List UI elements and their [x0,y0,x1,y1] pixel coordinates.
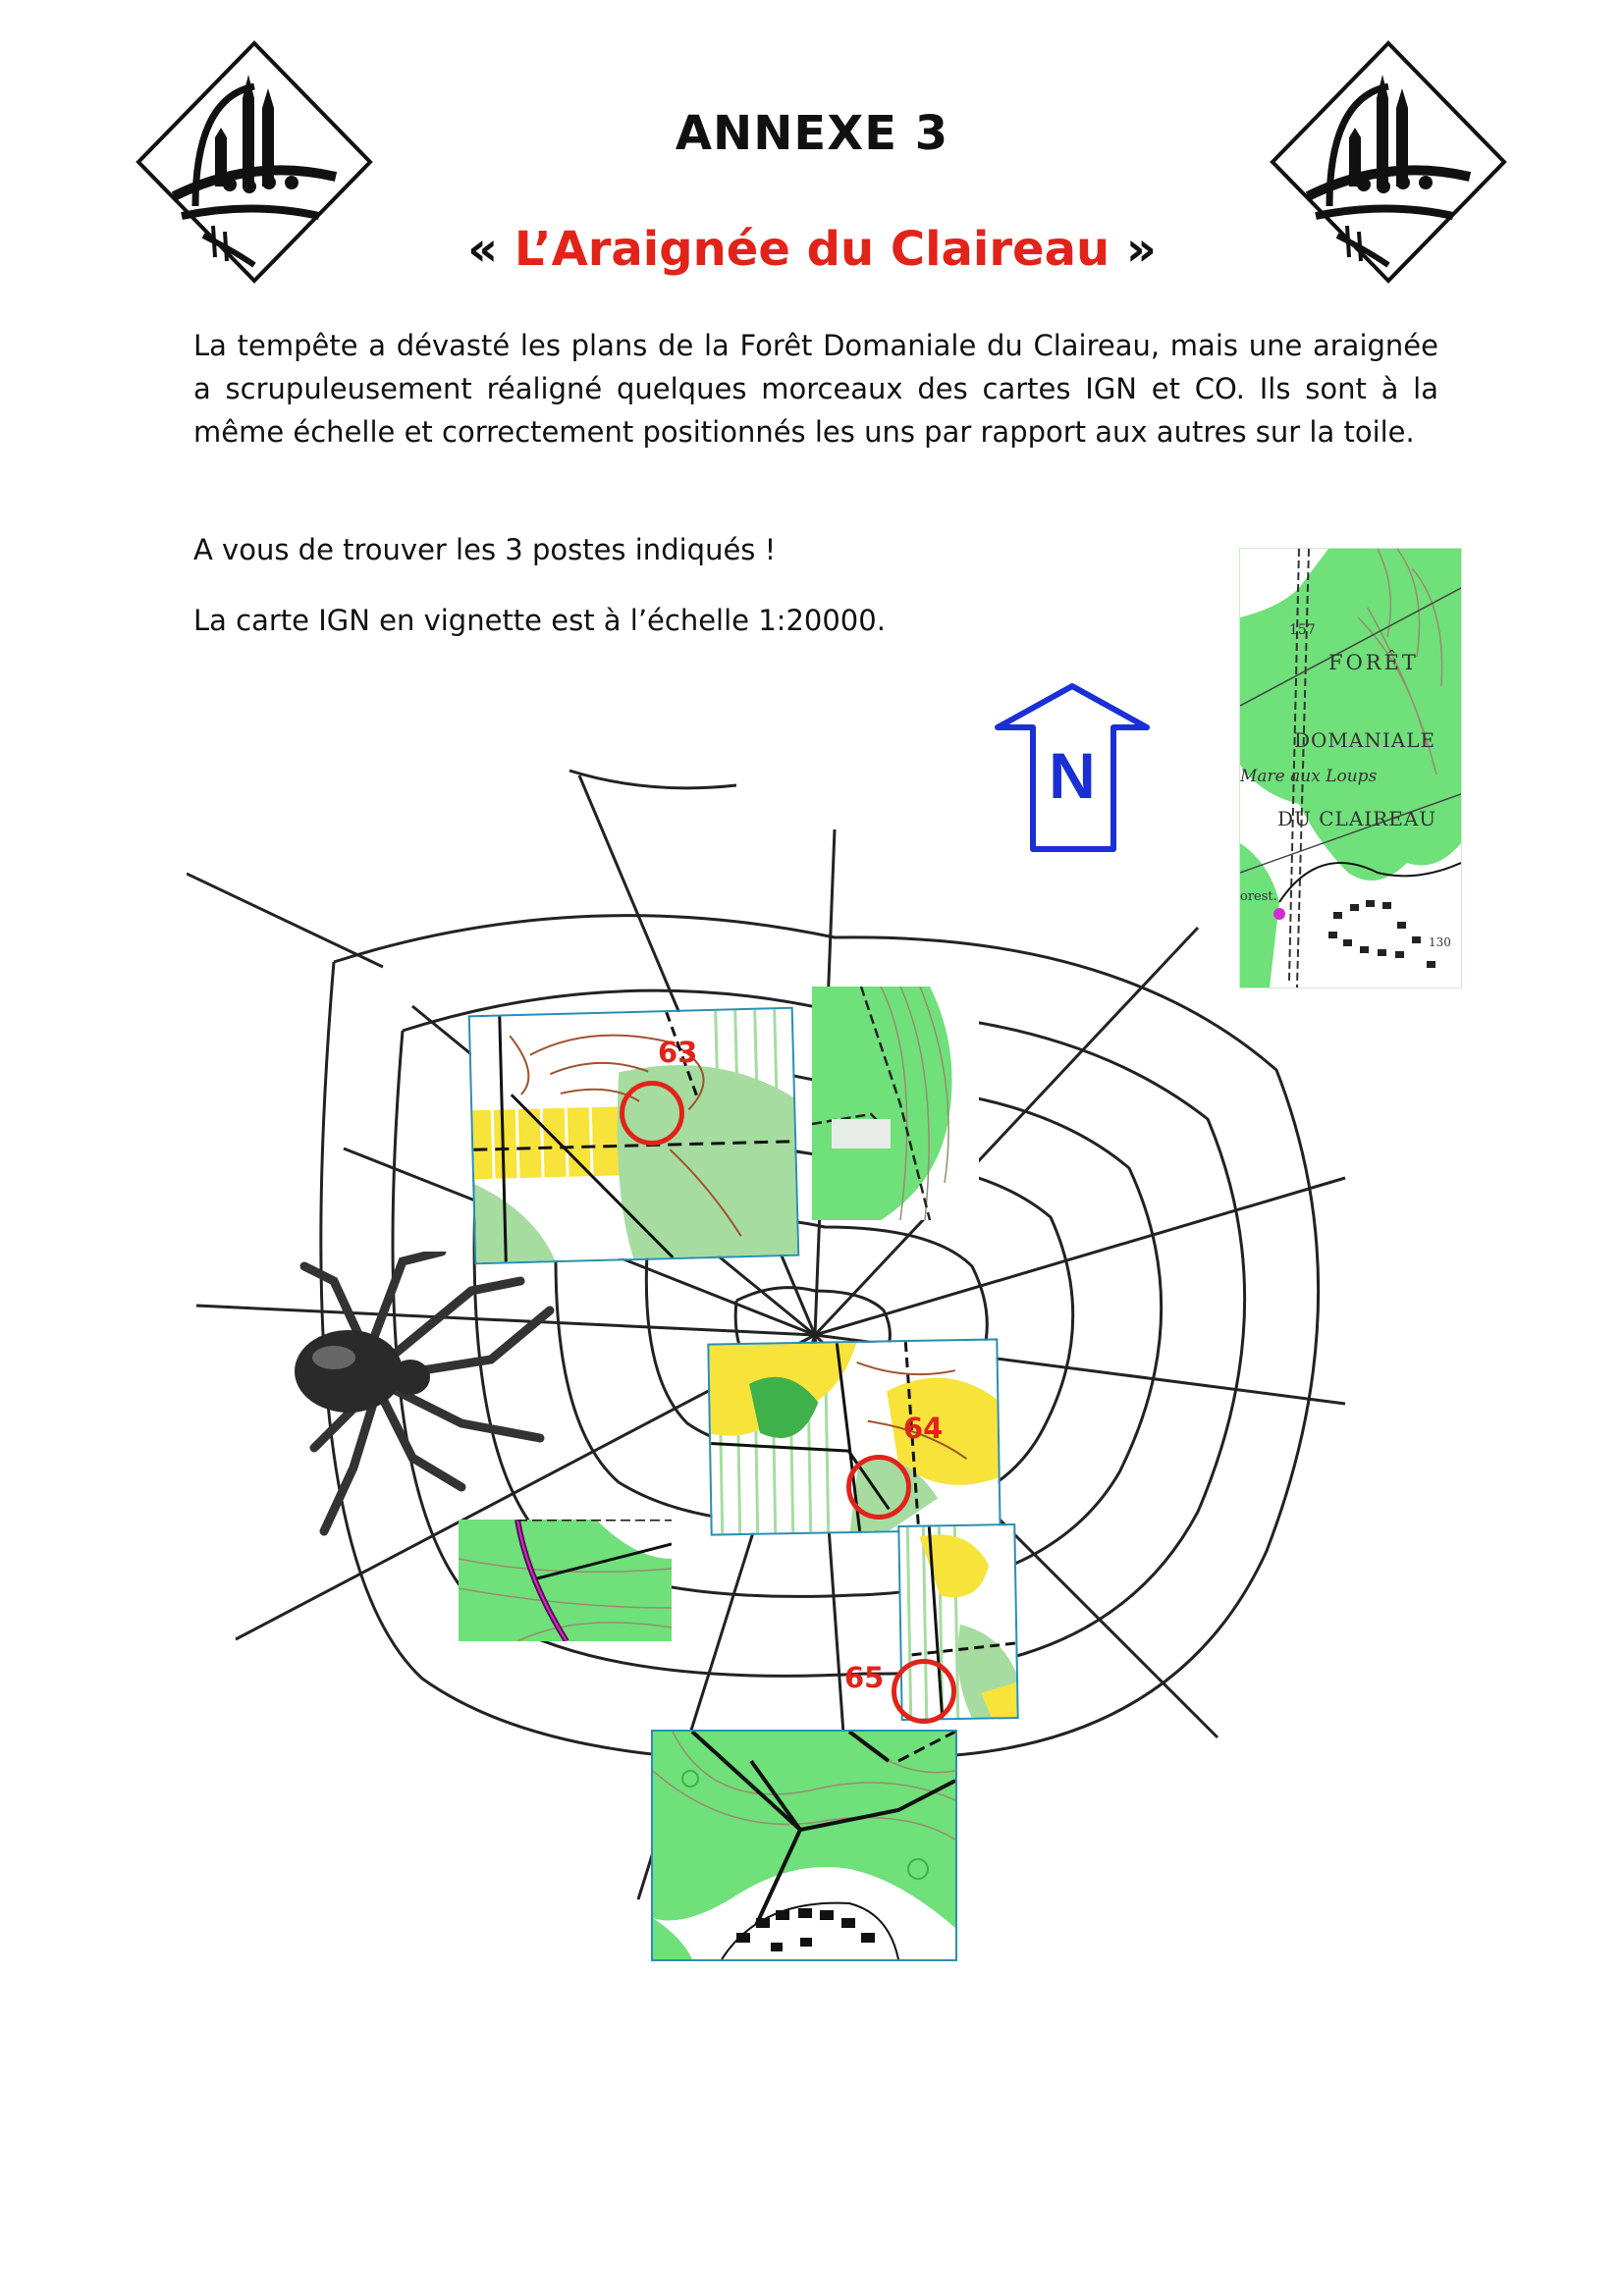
spider-illustration [295,1252,589,1536]
ign-map-tile-top [812,987,979,1220]
ign-elevation-2: 130 [1429,935,1451,949]
post-number-63: 63 [658,1036,698,1069]
ign-map-tile-left [459,1520,672,1641]
instruction-paragraph: A vous de trouver les 3 postes indiqués ! [193,533,777,566]
post-number-64: 64 [903,1412,944,1445]
page-title [0,222,1624,277]
ign-elevation: 157 [1289,622,1316,638]
post-circle-65 [892,1659,956,1724]
scale-paragraph: La carte IGN en vignette est à l’échelle 1:20000. [193,604,886,637]
title-open-quote: « [467,222,514,277]
ign-label-foret: FORÊT [1328,651,1419,674]
title-text: L’Araignée du Claireau [514,222,1110,277]
post-circle-63 [620,1081,684,1146]
ign-label-forest: orest. [1240,889,1277,904]
intro-paragraph: La tempête a dévasté les plans de la Forêt Domaniale du Claireau, mais une araignée a scrupuleusement réaligné quelques morceaux des cartes IGN et CO. Ils sont à la même échelle et correctement positionnés les uns par rapport aux autres sur la toile. [193,329,1438,449]
ign-label-domaniale: DOMANIALE [1294,728,1436,752]
post-circle-64 [846,1455,911,1520]
ign-label-mare: Mare aux Loups [1240,767,1378,786]
title-close-quote: » [1110,222,1157,277]
ign-map-tile-bottom [653,1732,955,1959]
north-letter: N [1049,739,1096,812]
annexe-heading: ANNEXE 3 [675,106,949,161]
post-number-65: 65 [844,1661,885,1694]
ign-label-claireau: DU CLAIREAU [1277,807,1437,830]
